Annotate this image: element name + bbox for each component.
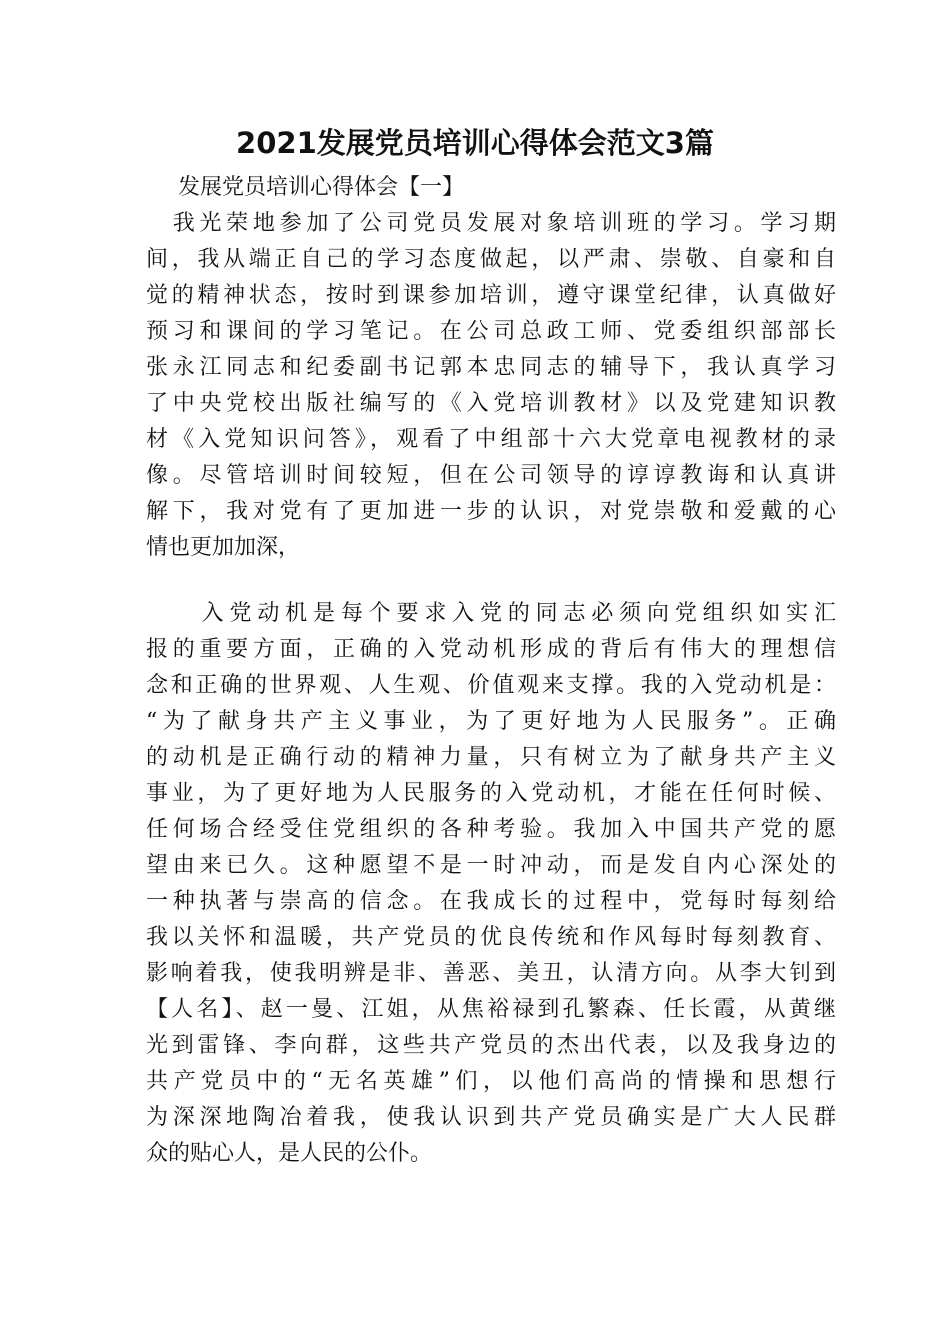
- paragraph-1: [146, 206, 836, 566]
- paragraph-2: [146, 596, 836, 1172]
- paragraph-line: 众的贴心人，是人民的公仆。: [146, 1141, 433, 1166]
- paragraph-line: “为了献身共产主义事业，为了更好地为人民服务”。正确: [146, 709, 836, 734]
- paragraph-line: 张永江同志和纪委副书记郭本忠同志的辅导下，我认真学习: [146, 355, 836, 380]
- paragraph-line: 入党动机是每个要求入党的同志必须向党组织如实汇: [146, 601, 836, 626]
- paragraph-line: 共产党员中的“无名英雄”们，以他们高尚的情操和思想行: [146, 1069, 836, 1094]
- paragraph-line: 一种执著与崇高的信念。在我成长的过程中，党每时每刻给: [146, 889, 836, 914]
- paragraph-line: 任何场合经受住党组织的各种考验。我加入中国共产党的愿: [146, 817, 836, 842]
- paragraph-line: 情也更加加深，: [146, 535, 301, 560]
- document-title: 2021发展党员培训心得体会范文3篇: [236, 126, 714, 160]
- paragraph-line: 材《入党知识问答》，观看了中组部十六大党章电视教材的录: [146, 427, 836, 452]
- paragraph-line: 的动机是正确行动的精神力量，只有树立为了献身共产主义: [146, 745, 836, 770]
- paragraph-line: 我光荣地参加了公司党员发展对象培训班的学习。学习期: [146, 211, 836, 236]
- paragraph-line: 影响着我，使我明辨是非、善恶、美丑，认清方向。从李大钊到: [146, 961, 836, 986]
- section-heading: 发展党员培训心得体会【一】: [178, 175, 465, 200]
- paragraph-line: 光到雷锋、李向群，这些共产党员的杰出代表，以及我身边的: [146, 1033, 836, 1058]
- paragraph-line: 事业，为了更好地为人民服务的入党动机，才能在任何时候、: [146, 781, 836, 806]
- paragraph-line: 间，我从端正自己的学习态度做起，以严肃、崇敬、自豪和自: [146, 247, 836, 272]
- paragraph-line: 【人名】、赵一曼、江姐，从焦裕禄到孔繁森、任长霞，从黄继: [146, 997, 836, 1022]
- paragraph-line: 解下，我对党有了更加进一步的认识，对党崇敬和爱戴的心: [146, 499, 836, 524]
- paragraph-line: 报的重要方面，正确的入党动机形成的背后有伟大的理想信: [146, 637, 836, 662]
- paragraph-line: 觉的精神状态，按时到课参加培训，遵守课堂纪律，认真做好: [146, 283, 836, 308]
- paragraph-line: 了中央党校出版社编写的《入党培训教材》以及党建知识教: [146, 391, 836, 416]
- paragraph-line: 为深深地陶冶着我，使我认识到共产党员确实是广大人民群: [146, 1105, 836, 1130]
- paragraph-line: 我以关怀和温暖，共产党员的优良传统和作风每时每刻教育、: [146, 925, 836, 950]
- paragraph-line: 念和正确的世界观、人生观、价值观来支撑。我的入党动机是：: [146, 673, 836, 698]
- paragraph-line: 望由来已久。这种愿望不是一时冲动，而是发自内心深处的: [146, 853, 836, 878]
- paragraph-line: 预习和课间的学习笔记。在公司总政工师、党委组织部部长: [146, 319, 836, 344]
- paragraph-line: 像。尽管培训时间较短，但在公司领导的谆谆教诲和认真讲: [146, 463, 836, 488]
